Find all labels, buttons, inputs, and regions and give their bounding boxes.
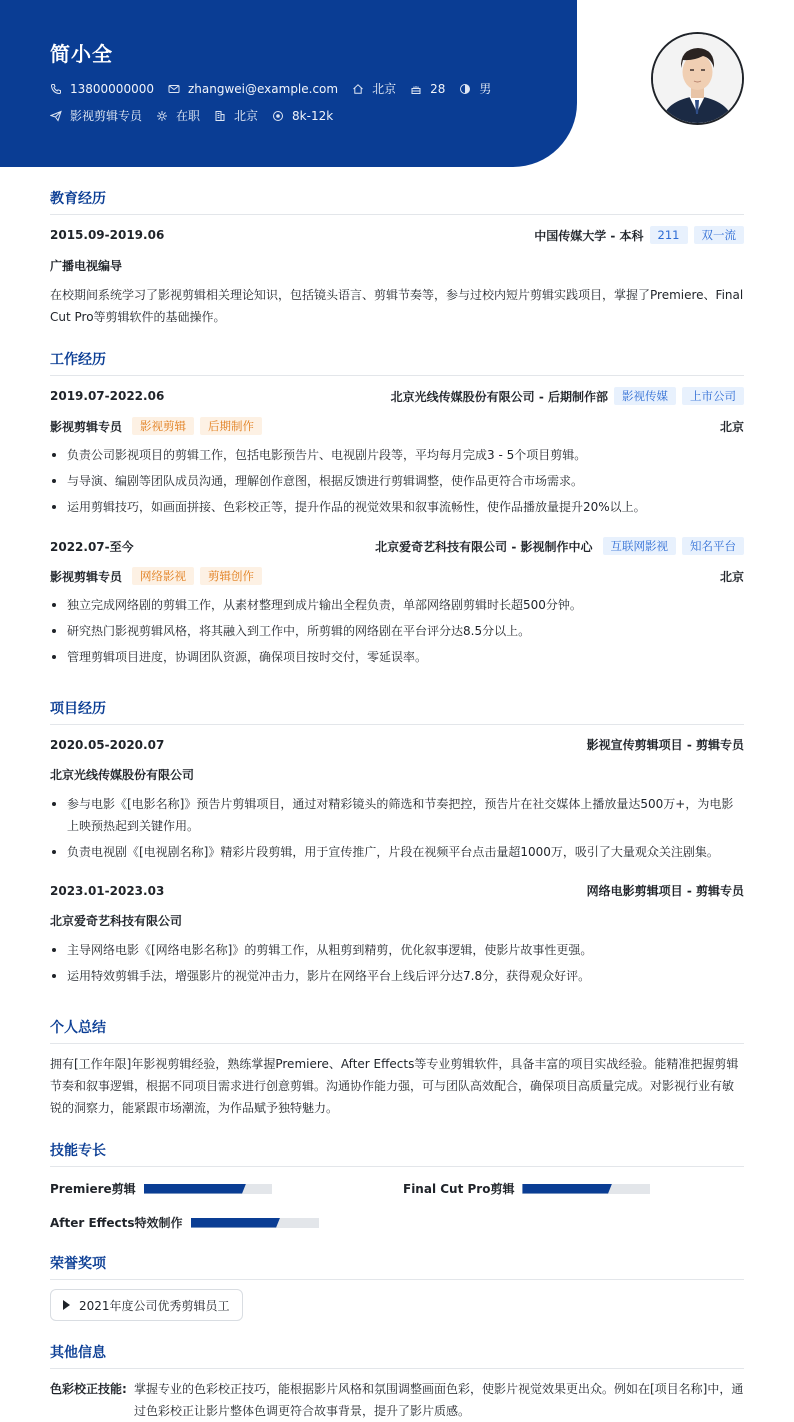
phone-text: 13800000000 [70, 81, 154, 96]
role-tag: 后期制作 [200, 417, 262, 435]
play-icon [63, 1300, 70, 1310]
job-period: 2019.07-2022.06 [50, 389, 165, 403]
location-text: 北京 [372, 82, 397, 96]
job-role-row [50, 567, 744, 585]
other-info-row [50, 1378, 744, 1422]
section-title-summary: 个人总结 [50, 1017, 744, 1044]
skill-item [50, 1180, 272, 1197]
section-title-projects: 项目经历 [50, 698, 744, 725]
list-item: 独立完成网络剧的剪辑工作，从素材整理到成片输出全程负责，单部网络剧剪辑时长超500分钟。 [50, 594, 744, 616]
email-text: zhangwei@example.com [187, 81, 339, 96]
section-title-honors: 荣誉奖项 [50, 1253, 744, 1280]
avatar [651, 32, 744, 125]
list-item: 管理剪辑项目进度，协调团队资源，确保项目按时交付，零延误率。 [50, 646, 744, 668]
job-period: 2022.07-至今 [50, 539, 134, 554]
gender-item [459, 80, 491, 97]
project-org: 北京光线传媒股份有限公司 [50, 768, 195, 782]
job-role-group [50, 417, 262, 435]
skill-bar-fill [144, 1184, 246, 1194]
job-bullets [50, 444, 744, 522]
phone-item [50, 82, 154, 96]
home-icon [352, 83, 364, 95]
resume-header [0, 0, 577, 167]
list-item: 与导演、编剧等团队成员沟通，理解创作意图，根据反馈进行剪辑调整，使作品更符合市场需求。 [50, 470, 744, 492]
education-school-group [534, 226, 744, 244]
list-item: 参与电影《[电影名称]》预告片剪辑项目，通过对精彩镜头的筛选和节奏把控，预告片在社交媒体上播放量达500万+，为电影上映预热起到关键作用。 [50, 793, 744, 837]
age-item [410, 82, 445, 96]
job-location: 北京 [719, 419, 744, 434]
company-name: 北京光线传媒股份有限公司 - 后期制作部 [390, 389, 608, 404]
job-text: 影视剪辑专员 [70, 109, 143, 123]
salary-text: 8k-12k [292, 108, 334, 123]
section-title-education: 教育经历 [50, 188, 744, 215]
education-period: 2015.09-2019.06 [50, 228, 165, 242]
skill-bar [144, 1184, 272, 1194]
job-role-group [50, 567, 262, 585]
school-tag: 211 [650, 226, 688, 244]
other-text: 掌握专业的色彩校正技巧，能根据影片风格和氛围调整画面色彩，使影片视觉效果更出众。例如在[项目名称]中，通过色彩校正让影片整体色调更符合故事背景，提升了影片质感。 [134, 1382, 744, 1418]
list-item: 负责电视剧《[电视剧名称]》精彩片段剪辑，用于宣传推广，片段在视频平台点击量超1000万，吸引了大量观众关注剧集。 [50, 841, 744, 863]
city-text: 北京 [234, 109, 259, 123]
job-company-group [375, 537, 744, 555]
project-bullets [50, 793, 744, 867]
city-item [214, 107, 258, 124]
salary-item [272, 109, 333, 123]
email-item [168, 82, 338, 96]
salary-icon [272, 110, 284, 122]
mail-icon [168, 83, 180, 95]
skill-bar [191, 1218, 319, 1228]
skill-bar-fill [191, 1218, 281, 1228]
company-tag: 互联网影视 [603, 537, 677, 555]
project-org-row [50, 766, 744, 783]
job-header-row [50, 537, 744, 555]
list-item: 主导网络电影《[网络电影名称]》的剪辑工作，从粗剪到精剪，优化叙事逻辑，使影片故事性更强。 [50, 939, 744, 961]
skill-name: After Effects特效制作 [50, 1216, 183, 1230]
skill-bar [522, 1184, 650, 1194]
project-bullets [50, 939, 744, 991]
school-name: 中国传媒大学 - 本科 [534, 228, 644, 243]
location-item [352, 80, 396, 97]
job-location: 北京 [719, 569, 744, 584]
honor-text: 2021年度公司优秀剪辑员工 [79, 1298, 230, 1313]
project-name: 影视宣传剪辑项目 - 剪辑专员 [586, 738, 744, 752]
section-title-skills: 技能专长 [50, 1140, 744, 1167]
job-role-row [50, 417, 744, 435]
project-period: 2020.05-2020.07 [50, 737, 165, 752]
gender-icon [459, 83, 471, 95]
phone-icon [50, 83, 62, 95]
section-title-work: 工作经历 [50, 349, 744, 376]
skill-item [403, 1180, 650, 1197]
status-icon [156, 110, 168, 122]
project-period: 2023.01-2023.03 [50, 883, 165, 898]
project-org: 北京爱奇艺科技有限公司 [50, 914, 183, 928]
role-tag: 网络影视 [132, 567, 194, 585]
education-major-row [50, 257, 744, 274]
education-header-row [50, 226, 744, 244]
company-tag: 知名平台 [682, 537, 744, 555]
summary-text: 拥有[工作年限]年影视剪辑经验，熟练掌握Premiere、After Effects等专业剪辑软件，具备丰富的项目实战经验。能精准把握剪辑节奏和叙事逻辑，根据不同项目需求进行创意剪辑。沟通协作能力强，可与团队高效配合，确保项目高质量完成。对影视行业有敏锐的洞察力，能紧跟市场潮流，为作品赋予独特魅力。 [50, 1057, 739, 1115]
status-item [156, 107, 200, 124]
project-name: 网络电影剪辑项目 - 剪辑专员 [586, 884, 744, 898]
education-description: 在校期间系统学习了影视剪辑相关理论知识，包括镜头语言、剪辑节奏等，参与过校内短片剪辑实践项目，掌握了Premiere、Final Cut Pro等剪辑软件的基础操作。 [50, 288, 744, 324]
school-tag: 双一流 [694, 226, 745, 244]
project-org-row [50, 912, 744, 929]
age-text: 28 [430, 81, 446, 96]
list-item: 运用特效剪辑手法，增强影片的视觉冲击力，影片在网络平台上线后评分达7.8分，获得观众好评。 [50, 965, 744, 987]
contact-row [50, 80, 505, 97]
job-item [50, 107, 142, 124]
company-tag: 影视传媒 [614, 387, 676, 405]
cake-icon [410, 83, 422, 95]
company-tag: 上市公司 [682, 387, 744, 405]
job-company-group [391, 387, 744, 405]
list-item: 负责公司影视项目的剪辑工作，包括电影预告片、电视剧片段等，平均每月完成3 - 5个项目剪辑。 [50, 444, 744, 466]
other-label: 色彩校正技能: [50, 1382, 127, 1396]
job-bullets [50, 594, 744, 672]
skill-name: Final Cut Pro剪辑 [403, 1182, 515, 1196]
skill-bar-fill [522, 1184, 612, 1194]
skill-item [50, 1214, 319, 1231]
list-item: 运用剪辑技巧，如画面拼接、色彩校正等，提升作品的视觉效果和叙事流畅性，使作品播放量提升20%以上。 [50, 496, 744, 518]
gender-text: 男 [479, 82, 492, 96]
project-header-row [50, 736, 744, 753]
status-text: 在职 [176, 109, 201, 123]
honor-item[interactable] [50, 1289, 243, 1321]
project-header-row [50, 882, 744, 899]
company-name: 北京爱奇艺科技有限公司 - 影视制作中心 [375, 539, 593, 554]
list-item: 研究热门影视剪辑风格，将其融入到工作中，所剪辑的网络剧在平台评分达8.5分以上。 [50, 620, 744, 642]
major: 广播电视编导 [50, 259, 123, 273]
send-icon [50, 110, 62, 122]
job-intent-row [50, 107, 347, 124]
section-title-other: 其他信息 [50, 1342, 744, 1369]
building-icon [214, 110, 226, 122]
job-role: 影视剪辑专员 [50, 569, 123, 584]
role-tag: 剪辑创作 [200, 567, 262, 585]
job-header-row [50, 387, 744, 405]
role-tag: 影视剪辑 [132, 417, 194, 435]
candidate-name: 简小全 [50, 42, 113, 66]
skill-name: Premiere剪辑 [50, 1182, 136, 1196]
job-role: 影视剪辑专员 [50, 419, 123, 434]
